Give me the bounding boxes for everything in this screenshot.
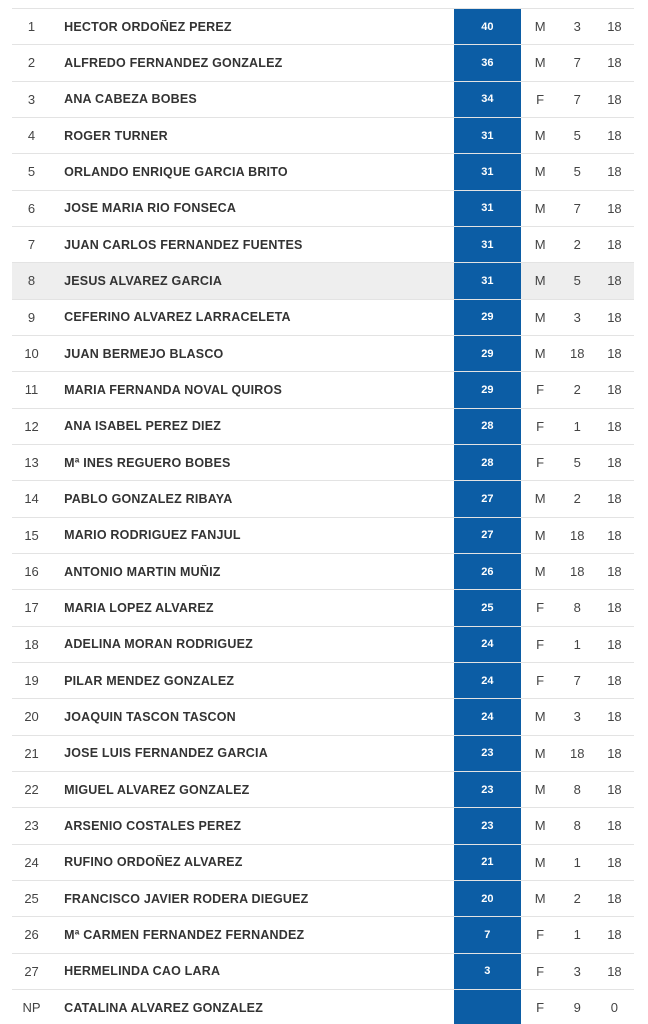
points-cell: 31 bbox=[454, 154, 520, 189]
points-cell bbox=[454, 990, 520, 1024]
position-cell: NP bbox=[22, 1000, 41, 1016]
player-name-cell[interactable]: PILAR MENDEZ GONZALEZ bbox=[64, 673, 235, 688]
points-cell: 24 bbox=[454, 663, 520, 698]
points-cell: 29 bbox=[454, 336, 520, 371]
player-name-cell[interactable]: ALFREDO FERNANDEZ GONZALEZ bbox=[64, 55, 283, 70]
player-name-cell[interactable]: ARSENIO COSTALES PEREZ bbox=[64, 818, 242, 833]
sex-cell: M bbox=[534, 782, 546, 798]
played-cell: 18 bbox=[607, 782, 622, 798]
position-cell: 27 bbox=[24, 963, 39, 979]
table-row[interactable] bbox=[12, 771, 634, 807]
points-cell: 28 bbox=[454, 445, 520, 480]
position-cell: 11 bbox=[24, 382, 39, 398]
position-cell: 21 bbox=[24, 745, 39, 761]
player-name-cell[interactable]: HECTOR ORDOÑEZ PEREZ bbox=[64, 19, 232, 34]
position-cell: 22 bbox=[24, 782, 39, 798]
player-name-cell[interactable]: MIGUEL ALVAREZ GONZALEZ bbox=[64, 782, 250, 797]
table-row[interactable] bbox=[12, 226, 634, 262]
sex-cell: F bbox=[536, 636, 545, 652]
player-name-cell[interactable]: CATALINA ALVAREZ GONZALEZ bbox=[64, 1000, 264, 1015]
points-cell: 28 bbox=[454, 409, 520, 444]
played-cell: 18 bbox=[607, 818, 622, 834]
points-cell: 24 bbox=[454, 627, 520, 662]
sex-cell: M bbox=[534, 491, 546, 507]
points-cell: 34 bbox=[454, 82, 520, 117]
group-cell: 3 bbox=[573, 309, 581, 325]
table-row[interactable] bbox=[12, 81, 634, 117]
points-cell: 29 bbox=[454, 372, 520, 407]
played-cell: 18 bbox=[607, 19, 622, 35]
sex-cell: M bbox=[534, 200, 546, 216]
played-cell: 18 bbox=[607, 745, 622, 761]
position-cell: 25 bbox=[24, 891, 39, 907]
position-cell: 16 bbox=[24, 564, 39, 580]
position-cell: 2 bbox=[27, 55, 36, 71]
position-cell: 19 bbox=[24, 673, 39, 689]
sex-cell: F bbox=[536, 455, 545, 471]
group-cell: 5 bbox=[573, 128, 581, 144]
position-cell: 10 bbox=[24, 346, 39, 362]
group-cell: 1 bbox=[573, 854, 581, 870]
sex-cell: M bbox=[534, 309, 546, 325]
table-row[interactable] bbox=[12, 626, 634, 662]
sex-cell: F bbox=[536, 91, 545, 107]
played-cell: 18 bbox=[607, 636, 622, 652]
sex-cell: M bbox=[534, 19, 546, 35]
table-row[interactable] bbox=[12, 698, 634, 734]
player-name-cell[interactable]: PABLO GONZALEZ RIBAYA bbox=[64, 491, 233, 506]
player-name-cell[interactable]: ROGER TURNER bbox=[64, 128, 168, 143]
table-row[interactable] bbox=[12, 480, 634, 516]
group-cell: 8 bbox=[573, 818, 581, 834]
points-cell: 31 bbox=[454, 263, 520, 298]
points-cell: 26 bbox=[454, 554, 520, 589]
points-cell: 36 bbox=[454, 45, 520, 80]
player-name-cell[interactable]: ANA ISABEL PEREZ DIEZ bbox=[64, 419, 222, 434]
played-cell: 18 bbox=[607, 346, 622, 362]
player-name-cell[interactable]: JOSE MARIA RIO FONSECA bbox=[64, 201, 237, 216]
player-name-cell[interactable]: JOSE LUIS FERNANDEZ GARCIA bbox=[64, 746, 268, 761]
group-cell: 1 bbox=[573, 418, 581, 434]
played-cell: 18 bbox=[607, 418, 622, 434]
sex-cell: M bbox=[534, 891, 546, 907]
group-cell: 8 bbox=[573, 600, 581, 616]
played-cell: 18 bbox=[607, 273, 622, 289]
position-cell: 8 bbox=[27, 273, 36, 289]
points-cell: 7 bbox=[454, 917, 520, 952]
played-cell: 18 bbox=[607, 91, 622, 107]
group-cell: 7 bbox=[573, 200, 581, 216]
group-cell: 9 bbox=[573, 1000, 581, 1016]
group-cell: 7 bbox=[573, 55, 581, 71]
played-cell: 18 bbox=[607, 927, 622, 943]
points-cell: 23 bbox=[454, 808, 520, 843]
position-cell: 13 bbox=[24, 455, 39, 471]
sex-cell: M bbox=[534, 128, 546, 144]
table-row[interactable] bbox=[12, 953, 634, 989]
player-name-cell[interactable]: MARIO RODRIGUEZ FANJUL bbox=[64, 528, 241, 543]
group-cell: 2 bbox=[573, 382, 581, 398]
position-cell: 5 bbox=[27, 164, 36, 180]
table-row[interactable] bbox=[12, 335, 634, 371]
position-cell: 14 bbox=[24, 491, 39, 507]
player-name-cell[interactable]: MARIA LOPEZ ALVAREZ bbox=[64, 600, 214, 615]
sex-cell: F bbox=[536, 600, 545, 616]
table-row[interactable] bbox=[12, 190, 634, 226]
group-cell: 18 bbox=[570, 346, 585, 362]
points-cell: 25 bbox=[454, 590, 520, 625]
table-row[interactable] bbox=[12, 262, 634, 298]
points-cell: 31 bbox=[454, 227, 520, 262]
table-row[interactable] bbox=[12, 989, 634, 1024]
group-cell: 3 bbox=[573, 19, 581, 35]
played-cell: 18 bbox=[607, 527, 622, 543]
sex-cell: F bbox=[536, 927, 545, 943]
player-name-cell[interactable]: RUFINO ORDOÑEZ ALVAREZ bbox=[64, 855, 243, 870]
played-cell: 18 bbox=[607, 564, 622, 580]
group-cell: 1 bbox=[573, 636, 581, 652]
played-cell: 18 bbox=[607, 891, 622, 907]
group-cell: 5 bbox=[573, 273, 581, 289]
group-cell: 18 bbox=[570, 527, 585, 543]
table-row[interactable] bbox=[12, 408, 634, 444]
table-row[interactable] bbox=[12, 8, 634, 44]
player-name-cell[interactable]: ANA CABEZA BOBES bbox=[64, 92, 197, 107]
table-row[interactable] bbox=[12, 553, 634, 589]
table-row[interactable] bbox=[12, 662, 634, 698]
table-row[interactable] bbox=[12, 880, 634, 916]
played-cell: 18 bbox=[607, 164, 622, 180]
table-row[interactable] bbox=[12, 153, 634, 189]
table-row[interactable] bbox=[12, 807, 634, 843]
sex-cell: F bbox=[536, 963, 545, 979]
position-cell: 18 bbox=[24, 636, 39, 652]
table-row[interactable] bbox=[12, 444, 634, 480]
position-cell: 24 bbox=[24, 854, 39, 870]
table-row[interactable] bbox=[12, 44, 634, 80]
played-cell: 18 bbox=[607, 963, 622, 979]
table-row[interactable] bbox=[12, 844, 634, 880]
played-cell: 18 bbox=[607, 491, 622, 507]
player-name-cell[interactable]: MARIA FERNANDA NOVAL QUIROS bbox=[64, 382, 282, 397]
player-name-cell[interactable]: JUAN BERMEJO BLASCO bbox=[64, 346, 224, 361]
group-cell: 7 bbox=[573, 91, 581, 107]
player-name-cell[interactable]: CEFERINO ALVAREZ LARRACELETA bbox=[64, 310, 291, 325]
sex-cell: M bbox=[534, 164, 546, 180]
sex-cell: F bbox=[536, 1000, 545, 1016]
group-cell: 3 bbox=[573, 709, 581, 725]
sex-cell: M bbox=[534, 564, 546, 580]
points-cell: 20 bbox=[454, 881, 520, 916]
player-name-cell[interactable]: JESUS ALVAREZ GARCIA bbox=[64, 273, 223, 288]
position-cell: 9 bbox=[27, 309, 36, 325]
played-cell: 18 bbox=[607, 200, 622, 216]
points-cell: 31 bbox=[454, 118, 520, 153]
played-cell: 18 bbox=[607, 600, 622, 616]
points-cell: 24 bbox=[454, 699, 520, 734]
points-cell: 27 bbox=[454, 518, 520, 553]
player-name-cell[interactable]: JOAQUIN TASCON TASCON bbox=[64, 709, 236, 724]
played-cell: 18 bbox=[607, 128, 622, 144]
group-cell: 8 bbox=[573, 782, 581, 798]
position-cell: 1 bbox=[27, 19, 36, 35]
table-row[interactable] bbox=[12, 916, 634, 952]
table-row[interactable] bbox=[12, 299, 634, 335]
group-cell: 2 bbox=[573, 237, 581, 253]
player-name-cell[interactable]: JUAN CARLOS FERNANDEZ FUENTES bbox=[64, 237, 303, 252]
sex-cell: M bbox=[534, 709, 546, 725]
played-cell: 0 bbox=[610, 1000, 619, 1016]
points-cell: 23 bbox=[454, 736, 520, 771]
table-row[interactable] bbox=[12, 589, 634, 625]
position-cell: 20 bbox=[24, 709, 39, 725]
player-name-cell[interactable]: FRANCISCO JAVIER RODERA DIEGUEZ bbox=[64, 891, 309, 906]
position-cell: 7 bbox=[27, 237, 36, 253]
player-name-cell[interactable]: Mª CARMEN FERNANDEZ FERNANDEZ bbox=[64, 927, 305, 942]
group-cell: 2 bbox=[573, 891, 581, 907]
points-cell: 27 bbox=[454, 481, 520, 516]
points-cell: 31 bbox=[454, 191, 520, 226]
player-name-cell[interactable]: ANTONIO MARTIN MUÑIZ bbox=[64, 564, 221, 579]
sex-cell: M bbox=[534, 818, 546, 834]
played-cell: 18 bbox=[607, 709, 622, 725]
sex-cell: M bbox=[534, 745, 546, 761]
player-name-cell[interactable]: ADELINA MORAN RODRIGUEZ bbox=[64, 637, 253, 652]
played-cell: 18 bbox=[607, 309, 622, 325]
group-cell: 18 bbox=[570, 564, 585, 580]
position-cell: 12 bbox=[24, 418, 39, 434]
position-cell: 23 bbox=[24, 818, 39, 834]
points-cell: 29 bbox=[454, 300, 520, 335]
sex-cell: M bbox=[534, 55, 546, 71]
position-cell: 3 bbox=[27, 91, 36, 107]
table-row[interactable] bbox=[12, 735, 634, 771]
sex-cell: M bbox=[534, 527, 546, 543]
group-cell: 7 bbox=[573, 673, 581, 689]
group-cell: 5 bbox=[573, 164, 581, 180]
sex-cell: M bbox=[534, 237, 546, 253]
position-cell: 15 bbox=[24, 527, 39, 543]
table-row[interactable] bbox=[12, 371, 634, 407]
points-cell: 3 bbox=[454, 954, 520, 989]
played-cell: 18 bbox=[607, 55, 622, 71]
sex-cell: M bbox=[534, 346, 546, 362]
group-cell: 5 bbox=[573, 455, 581, 471]
position-cell: 17 bbox=[24, 600, 39, 616]
points-cell: 21 bbox=[454, 845, 520, 880]
group-cell: 3 bbox=[573, 963, 581, 979]
group-cell: 18 bbox=[570, 745, 585, 761]
played-cell: 18 bbox=[607, 455, 622, 471]
player-name-cell[interactable]: ORLANDO ENRIQUE GARCIA BRITO bbox=[64, 164, 288, 179]
player-name-cell[interactable]: Mª INES REGUERO BOBES bbox=[64, 455, 231, 470]
sex-cell: M bbox=[534, 854, 546, 870]
played-cell: 18 bbox=[607, 854, 622, 870]
position-cell: 26 bbox=[24, 927, 39, 943]
sex-cell: M bbox=[534, 273, 546, 289]
played-cell: 18 bbox=[607, 237, 622, 253]
played-cell: 18 bbox=[607, 673, 622, 689]
sex-cell: F bbox=[536, 418, 545, 434]
points-cell: 23 bbox=[454, 772, 520, 807]
sex-cell: F bbox=[536, 673, 545, 689]
group-cell: 2 bbox=[573, 491, 581, 507]
position-cell: 6 bbox=[27, 200, 36, 216]
group-cell: 1 bbox=[573, 927, 581, 943]
played-cell: 18 bbox=[607, 382, 622, 398]
points-cell: 40 bbox=[454, 9, 520, 44]
table-row[interactable] bbox=[12, 117, 634, 153]
player-name-cell[interactable]: HERMELINDA CAO LARA bbox=[64, 964, 221, 979]
position-cell: 4 bbox=[27, 128, 36, 144]
sex-cell: F bbox=[536, 382, 545, 398]
table-row[interactable] bbox=[12, 517, 634, 553]
